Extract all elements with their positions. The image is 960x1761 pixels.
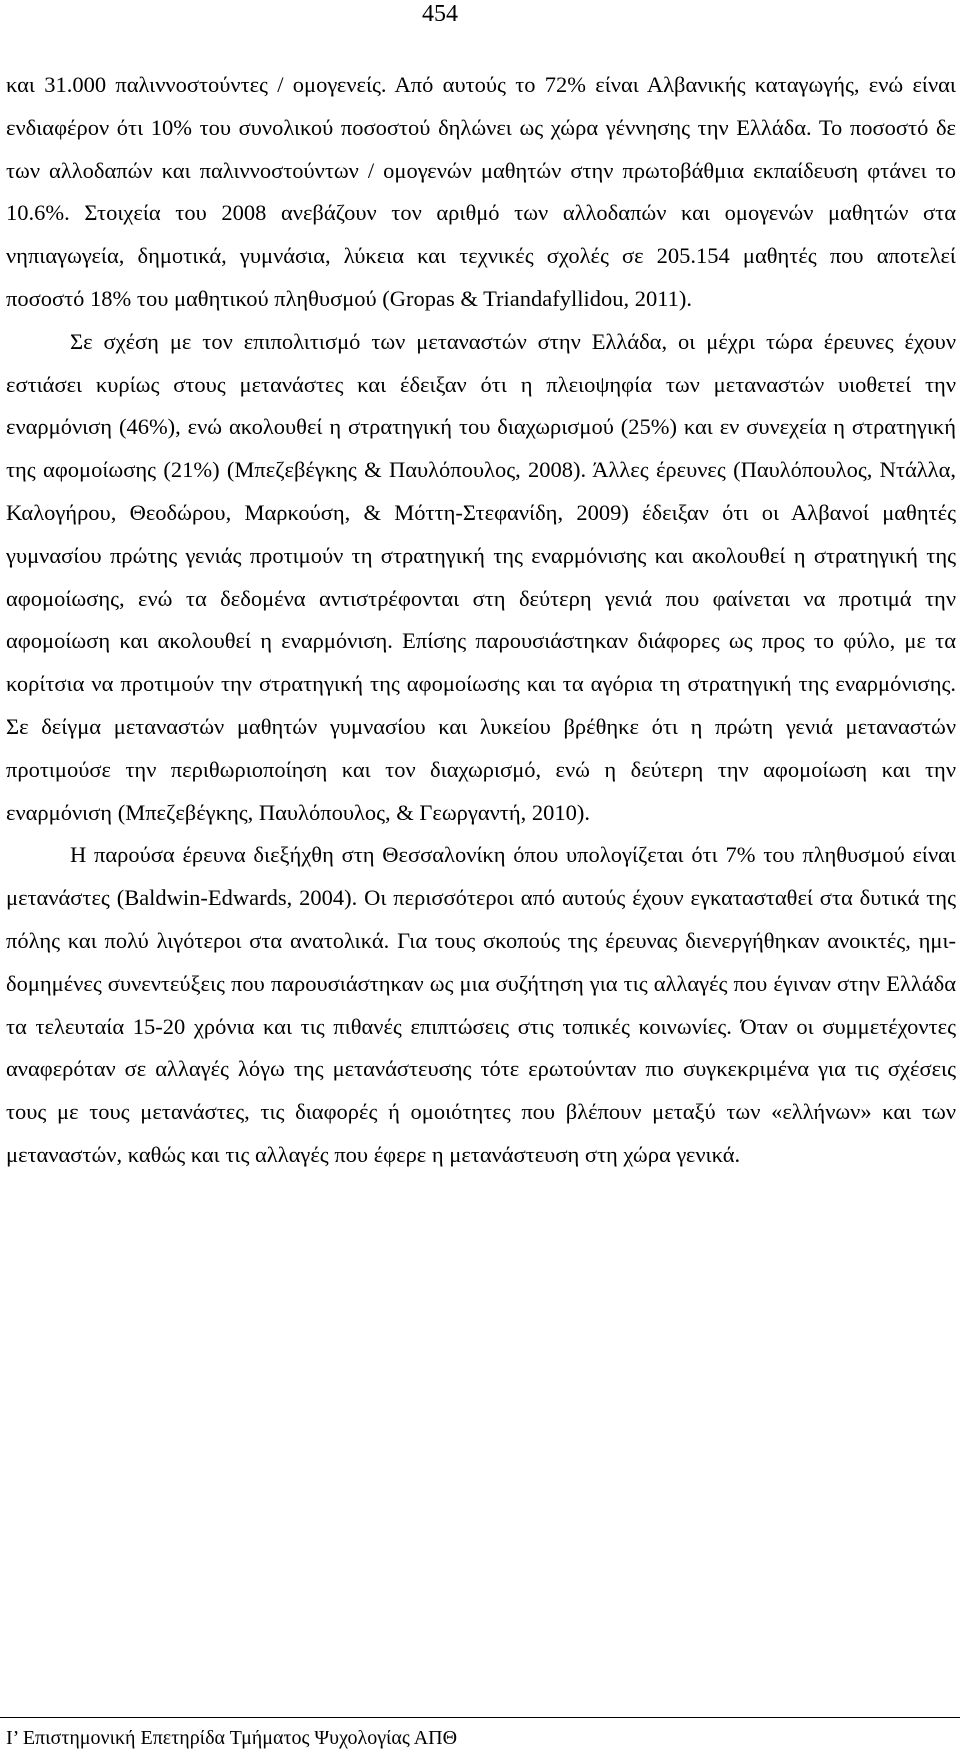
paragraph-3: Η παρούσα έρευνα διεξήχθη στη Θεσσαλονίκη όπου υπολογίζεται ότι 7% του πληθυσμού είναι μετανάστες (Baldwin-Edwards, 2004). Οι περισσότεροι από αυτούς έχουν εγκατασταθεί στα δυτικά της πόλης και πολύ λιγότεροι στα ανατολικά. Για τους σκοπούς της έρευνας διενεργήθηκαν ανοικτές, ημι-δομημένες συνεντεύξεις που παρουσιάστηκαν ως μια συζήτηση για τις αλλαγές που έγιναν στην Ελλάδα τα τελευταία 15-20 χρόνια και τις πιθανές επιπτώσεις στις τοπικές κοινωνίες. Όταν οι συμμετέχοντες αναφερόταν σε αλλαγές λόγω της μετανάστευσης τότε ερωτούνταν πιο συγκεκριμένα για τις σχέσεις τους με τους μετανάστες, τις διαφορές ή ομοιότητες που βλέπουν μεταξύ των «ελλήνων» και των μεταναστών, καθώς και τις αλλαγές που έφερε η μετανάστευση στη χώρα γενικά. (6, 842, 956, 1167)
footer-text: Ι’ Επιστημονική Επετηρίδα Τμήματος Ψυχολογίας ΑΠΘ (6, 1727, 458, 1749)
body-text (6, 64, 956, 1177)
footer-rule (0, 1717, 960, 1718)
paragraph-1: και 31.000 παλιννοστούντες / ομογενείς. Από αυτούς το 72% είναι Αλβανικής καταγωγής, ενώ είναι ενδιαφέρον ότι 10% του συνολικού ποσοστού δηλώνει ως χώρα γέννησης την Ελλάδα. Το ποσοστό δε των αλλοδαπών και παλιννοστούντων / ομογενών μαθητών στην πρωτοβάθμια εκπαίδευση φτάνει το 10.6%. Στοιχεία του 2008 ανεβάζουν τον αριθμό των αλλοδαπών και ομογενών μαθητών στα νηπιαγωγεία, δημοτικά, γυμνάσια, λύκεια και τεχνικές σχολές σε 205.154 μαθητές που αποτελεί ποσοστό 18% του μαθητικού πληθυσμού (Gropas & Triandafyllidou, 2011). (6, 72, 956, 311)
page-number: 454 (422, 1, 458, 27)
paragraph-2: Σε σχέση με τον επιπολιτισμό των μεταναστών στην Ελλάδα, οι μέχρι τώρα έρευνες έχουν εστιάσει κυρίως στους μετανάστες και έδειξαν ότι η πλειοψηφία των μεταναστών υιοθετεί την εναρμόνιση (46%), ενώ ακολουθεί η στρατηγική του διαχωρισμού (25%) και εν συνεχεία η στρατηγική της αφομοίωσης (21%) (Μπεζεβέγκης & Παυλόπουλος, 2008). Άλλες έρευνες (Παυλόπουλος, Ντάλλα, Καλογήρου, Θεοδώρου, Μαρκούση, & Μόττη-Στεφανίδη, 2009) έδειξαν ότι οι Αλβανοί μαθητές γυμνασίου πρώτης γενιάς προτιμούν τη στρατηγική της εναρμόνισης και ακολουθεί η στρατηγική της αφομοίωσης, ενώ τα δεδομένα αντιστρέφονται στη δεύτερη γενιά που φαίνεται να προτιμά την αφομοίωση και ακολουθεί η εναρμόνιση. Επίσης παρουσιάστηκαν διάφορες ως προς το φύλο, με τα κορίτσια να προτιμούν την στρατηγική της αφομοίωσης και τα αγόρια τη στρατηγική της εναρμόνισης. Σε δείγμα μεταναστών μαθητών γυμνασίου και λυκείου βρέθηκε ότι η πρώτη γενιά μεταναστών προτιμούσε την περιθωριοποίηση και τον διαχωρισμό, ενώ η δεύτερη την αφομοίωση και την εναρμόνιση (Μπεζεβέγκης, Παυλόπουλος, & Γεωργαντή, 2010). (6, 328, 956, 825)
